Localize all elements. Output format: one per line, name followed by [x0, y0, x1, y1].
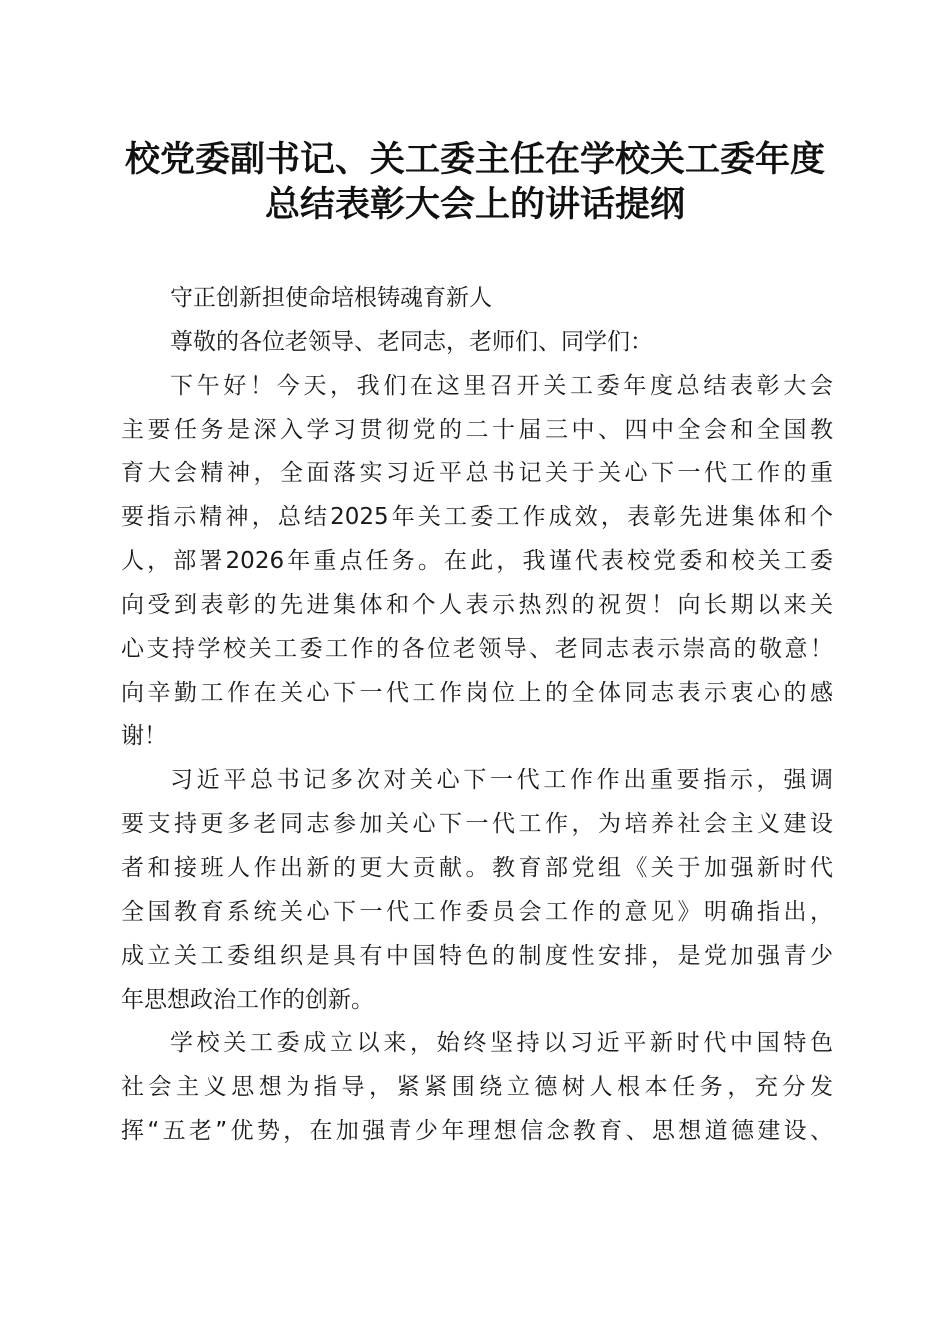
body-line: 向辛勤工作在关心下一代工作岗位上的全体同志表示衷心的感 — [121, 679, 833, 706]
body-line: 谢！ — [121, 723, 167, 750]
body-line: 学校关工委成立以来，始终坚持以习近平新时代中国特色 — [170, 1030, 833, 1057]
body-line: 尊敬的各位老领导、老同志，老师们、同学们： — [170, 328, 653, 355]
body-line: 全国教育系统关心下一代工作委员会工作的意见》明确指出， — [121, 898, 833, 925]
body-line: 心支持学校关工委工作的各位老领导、老同志表示崇高的敬意！ — [121, 635, 833, 662]
body-line: 成立关工委组织是具有中国特色的制度性安排，是党加强青少 — [121, 942, 833, 969]
document-title-line-1: 校党委副书记、关工委主任在学校关工委年度 — [124, 139, 825, 180]
body-line: 主要任务是深入学习贯彻党的二十届三中、四中全会和全国教 — [121, 416, 833, 443]
body-line: 者和接班人作出新的更大贡献。教育部党组《关于加强新时代 — [121, 854, 833, 881]
body-line: 习近平总书记多次对关心下一代工作作出重要指示，强调 — [170, 767, 833, 794]
body-line: 向受到表彰的先进集体和个人表示热烈的祝贺！向长期以来关 — [121, 591, 833, 618]
body-line: 育大会精神，全面落实习近平总书记关于关心下一代工作的重 — [121, 460, 833, 487]
body-line: 人，部署2026年重点任务。在此，我谨代表校党委和校关工委 — [121, 548, 833, 575]
body-line: 要支持更多老同志参加关心下一代工作，为培养社会主义建设 — [121, 811, 833, 838]
body-line: 挥“五老”优势，在加强青少年理想信念教育、思想道德建设、 — [121, 1118, 833, 1145]
document-body — [121, 277, 833, 1154]
body-line: 下午好！今天，我们在这里召开关工委年度总结表彰大会 — [170, 372, 833, 399]
body-line: 守正创新担使命培根铸魂育新人 — [170, 285, 492, 311]
body-line: 年思想政治工作的创新。 — [121, 986, 374, 1013]
body-line: 要指示精神，总结2025年关工委工作成效，表彰先进集体和个 — [121, 504, 833, 531]
document-title-line-2: 总结表彰大会上的讲话提纲 — [264, 184, 685, 225]
body-line: 社会主义思想为指导，紧紧围绕立德树人根本任务，充分发 — [121, 1074, 833, 1101]
